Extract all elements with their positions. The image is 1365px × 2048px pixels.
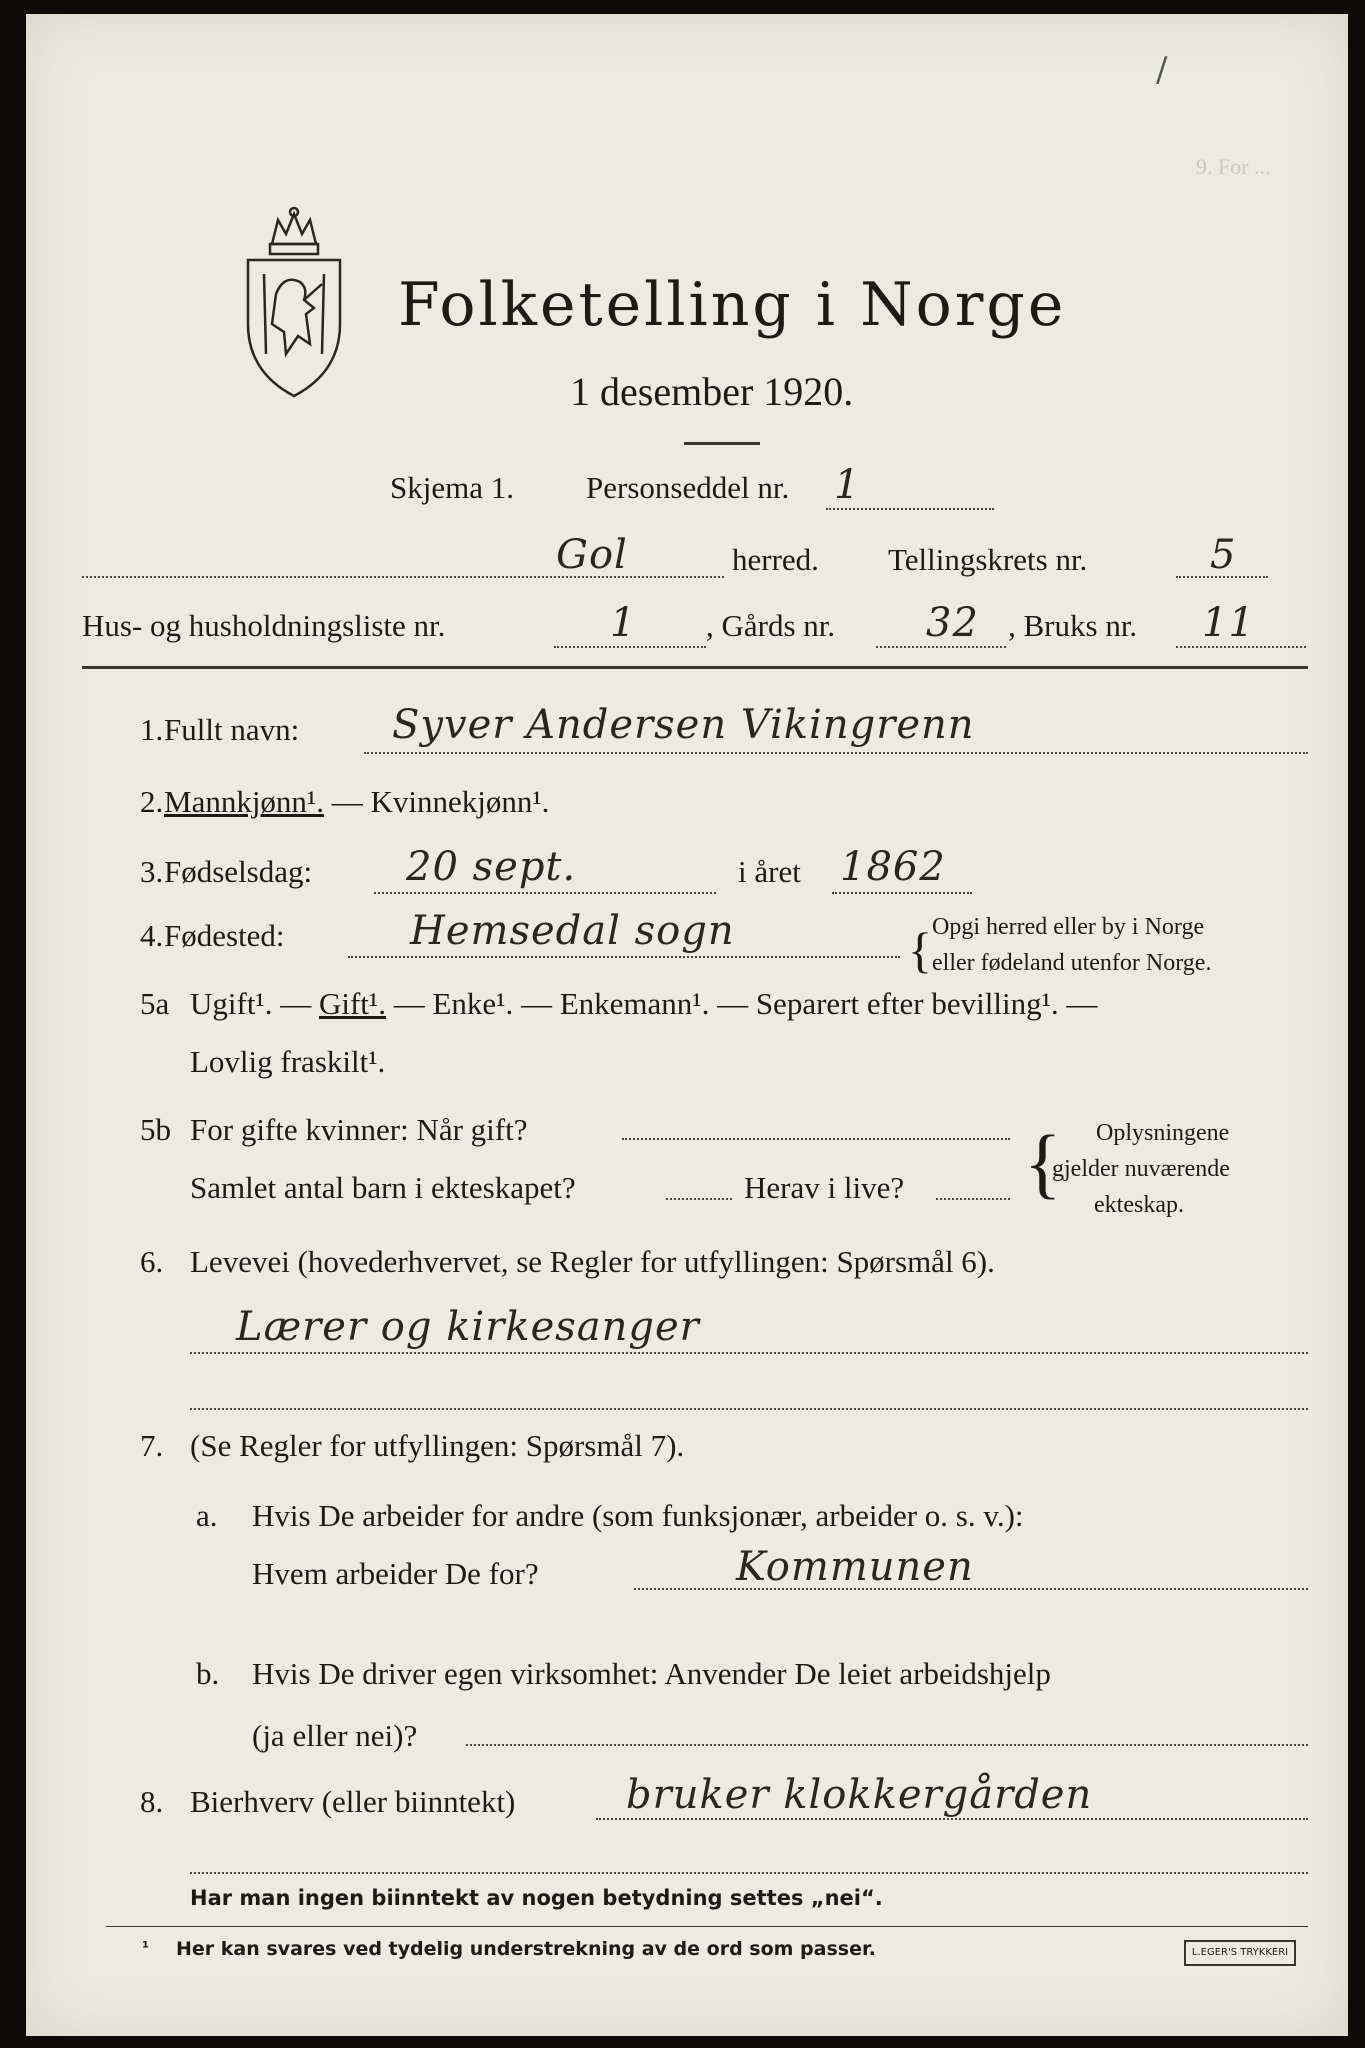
bleed-through: 9. For ...	[1196, 154, 1271, 179]
footer-note: Har man ingen biinntekt av nogen betydning settes „nei“.	[190, 1886, 883, 1910]
q7b-number: b.	[196, 1656, 220, 1691]
header-divider	[82, 666, 1308, 669]
q4-note-line2: eller fødeland utenfor Norge.	[932, 950, 1212, 976]
q3-label: Fødselsdag:	[164, 854, 313, 889]
personseddel-label: Personseddel nr.	[586, 470, 790, 505]
census-form: 9. For ... / Folketelling i Norge 1 desember 1920. Skjema 1. Personseddel nr. 1 Gol herred. Tellingskrets nr. 5 Hus- og husholdningsliste nr. 1 , Gårds nr. 32 , Bruks nr. 11 1. Fullt navn: Syver Andersen Vikingrenn 2. Mannkjønn¹. — Kvinnekjønn¹. 3. Fødselsdag: 20 sept. i året 1862 4. Fødested: Hemsedal sogn { Opgi herred eller by i Norge eller fødeland utenfor Norge. 5a Ugift¹. — Gift¹. — Enke¹. — Enkemann¹. — Separert efter bevilling¹. — Lovlig fraskilt¹. 5b For gifte kvinner: Når gift? Samlet antal barn i ekteskapet? Herav i live? { Oplysningene gjelder nuværende ekteskap. 6. Levevei (hovederhvervet, se Regler for utfyllingen: Spørsmål 6). Lærer og kirkesanger 7. (Se Regler for utfyllingen: Spørsmål 7). a. Hvis De arbeider for andre (som funksjonær, arbeider o. s. v.): Hvem arbeider De for? Kommunen b. Hvis De driver egen virksomhet: Anvender De leiet arbeidshjelp (ja eller nei)? 8. Bierhverv (eller biinntekt) bruker klokkergården Har man ingen biinntekt av nogen betydning settes „nei“. ¹ Her kan svares ved tydelig understrekning av de ord som passer. L.EGER'S TRYKKERI	[26, 14, 1348, 2036]
tellingskrets-label: Tellingskrets nr.	[888, 542, 1088, 577]
q4-brace: {	[908, 922, 932, 978]
q8-value: bruker klokkergården	[626, 1772, 1093, 1818]
personseddel-value: 1	[834, 462, 861, 508]
q5b-note2: gjelder nuværende	[1052, 1156, 1230, 1182]
bruks-label: , Bruks nr.	[1008, 608, 1138, 643]
q6-number: 6.	[140, 1244, 164, 1279]
q4-label: Fødested:	[164, 918, 285, 953]
q8-label: Bierhverv (eller biinntekt)	[190, 1784, 516, 1819]
q7a-line2: Hvem arbeider De for?	[252, 1556, 539, 1591]
q2-female-option: Kvinnekjønn¹.	[370, 784, 550, 819]
schema-label: Skjema 1.	[390, 470, 514, 505]
q1-value: Syver Andersen Vikingrenn	[392, 702, 975, 748]
q5a-number: 5a	[140, 986, 170, 1021]
q3-number: 3.	[140, 854, 164, 889]
form-title: Folketelling i Norge	[398, 270, 1067, 340]
q2-number: 2.	[140, 784, 164, 819]
q5b-brace: {	[1024, 1119, 1062, 1206]
q5b-line2a: Samlet antal barn i ekteskapet?	[190, 1170, 576, 1205]
q3-year-value: 1862	[840, 844, 946, 890]
q5a-other-options: — Enke¹. — Enkemann¹. — Separert efter bevilling¹. —	[385, 986, 1098, 1021]
q5b-line1: For gifte kvinner: Når gift?	[190, 1112, 528, 1147]
title-divider	[684, 442, 760, 445]
q5b-note3: ekteskap.	[1094, 1192, 1184, 1218]
gards-label: , Gårds nr.	[706, 608, 836, 643]
q7a-number: a.	[196, 1498, 218, 1533]
footnote: Her kan svares ved tydelig understrekning av de ord som passer.	[176, 1938, 876, 1960]
q1-number: 1.	[140, 712, 164, 747]
q4-value: Hemsedal sogn	[410, 908, 735, 954]
norwegian-coat-of-arms-icon	[234, 204, 354, 404]
q3-year-label: i året	[738, 854, 801, 889]
printer-stamp: L.EGER'S TRYKKERI	[1184, 1940, 1296, 1966]
q7a-value: Kommunen	[736, 1544, 974, 1590]
q7-number: 7.	[140, 1428, 164, 1463]
q5b-line2b: Herav i live?	[744, 1170, 905, 1205]
q2-male-option: Mannkjønn¹.	[164, 784, 324, 819]
q4-note-line1: Opgi herred eller by i Norge	[932, 914, 1205, 940]
q4-number: 4.	[140, 918, 164, 953]
q6-value: Lærer og kirkesanger	[236, 1304, 700, 1350]
q5a-gift: Gift¹.	[318, 986, 386, 1021]
q1-label: Fullt navn:	[164, 712, 300, 747]
hus-value: 1	[610, 600, 637, 646]
q7a-line1: Hvis De arbeider for andre (som funksjonær, arbeider o. s. v.):	[252, 1498, 1024, 1533]
q8-number: 8.	[140, 1784, 164, 1819]
bruks-value: 11	[1202, 600, 1255, 646]
q5b-number: 5b	[140, 1112, 171, 1147]
herred-label: herred.	[732, 542, 819, 577]
q3-value: 20 sept.	[406, 844, 577, 890]
q7b-line2: (ja eller nei)?	[252, 1718, 418, 1753]
census-date: 1 desember 1920.	[570, 369, 854, 414]
q7b-line1: Hvis De driver egen virksomhet: Anvender De leiet arbeidshjelp	[252, 1656, 1051, 1691]
footnote-mark: ¹	[142, 1938, 150, 1957]
q5b-note1: Oplysningene	[1096, 1120, 1230, 1146]
tellingskrets-value: 5	[1210, 532, 1237, 578]
q5a-line2: Lovlig fraskilt¹.	[190, 1044, 386, 1079]
herred-value: Gol	[556, 532, 628, 578]
corner-mark: /	[1156, 50, 1168, 90]
hus-label: Hus- og husholdningsliste nr.	[82, 608, 446, 643]
q6-label: Levevei (hovederhvervet, se Regler for utfyllingen: Spørsmål 6).	[190, 1244, 995, 1279]
q5a-ugift: Ugift¹.	[190, 986, 273, 1021]
gards-value: 32	[926, 600, 979, 646]
q7-label: (Se Regler for utfyllingen: Spørsmål 7).	[190, 1428, 685, 1463]
footer-divider	[106, 1926, 1308, 1927]
